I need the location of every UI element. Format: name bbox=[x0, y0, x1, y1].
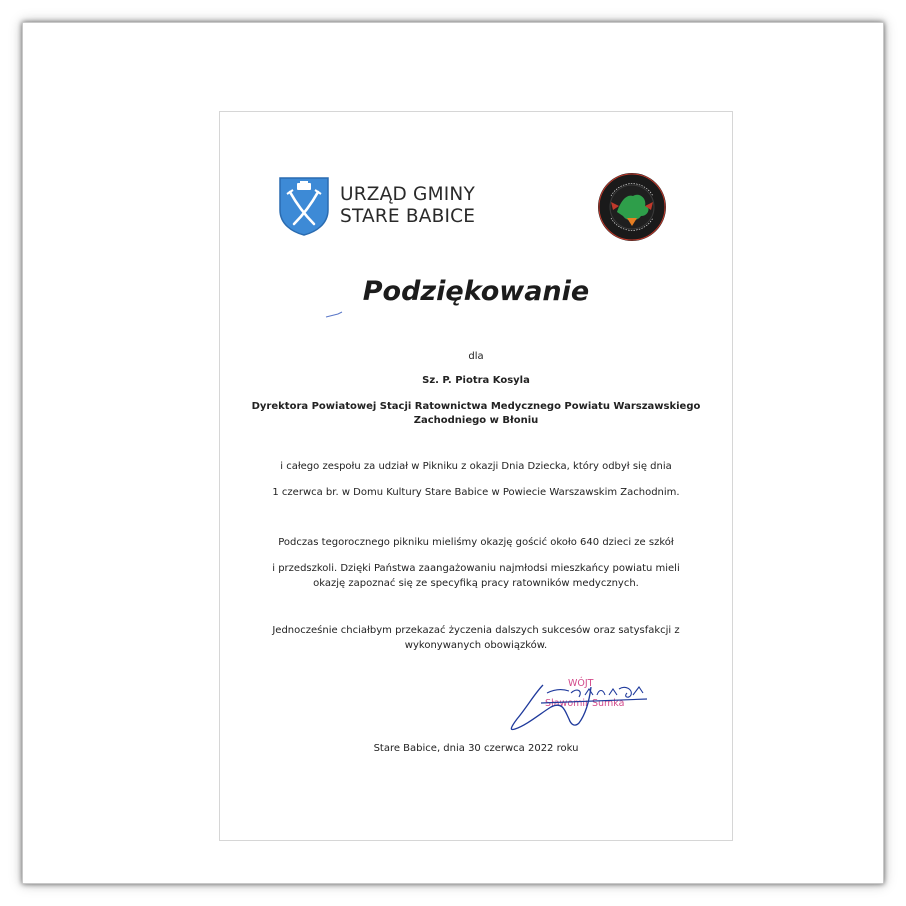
recipient-position-line2: Zachodniego w Błoniu bbox=[413, 415, 539, 426]
stamp-name: Sławomir Sumka bbox=[545, 698, 625, 709]
certificate-document bbox=[219, 111, 733, 841]
coat-of-arms-icon bbox=[278, 176, 330, 236]
recipient-position-line1: Dyrektora Powiatowej Stacji Ratownictwa Medycznego Powiatu Warszawskiego bbox=[251, 401, 701, 412]
paragraph3-line2: wykonywanych obowiązków. bbox=[404, 640, 548, 651]
paragraph1-line2: 1 czerwca br. w Domu Kultury Stare Babice w Powiecie Warszawskim Zachodnim. bbox=[272, 487, 680, 498]
municipality-name-line2: STARE BABICE bbox=[340, 206, 476, 227]
recipient-name: Sz. P. Piotra Kosyla bbox=[422, 375, 530, 386]
picture-frame bbox=[22, 22, 884, 884]
pen-mark-icon bbox=[324, 308, 360, 320]
paragraph3-line1: Jednocześnie chciałbym przekazać życzenia dalszych sukcesów oraz satysfakcji z bbox=[272, 625, 680, 636]
municipality-logo bbox=[278, 176, 476, 236]
for-label: dla bbox=[468, 351, 484, 362]
date-and-place: Stare Babice, dnia 30 czerwca 2022 roku bbox=[373, 743, 579, 754]
municipality-name-line1: URZĄD GMINY bbox=[340, 184, 475, 205]
paragraph2-line1: Podczas tegorocznego pikniku mieliśmy okazję gościć około 640 dzieci ze szkół bbox=[278, 537, 674, 548]
stamp-title: WÓJT bbox=[568, 678, 594, 689]
paragraph1-line1: i całego zespołu za udział w Pikniku z okazji Dnia Dziecka, który odbył się dnia bbox=[280, 461, 672, 472]
paragraph2-line2: i przedszkoli. Dzięki Państwa zaangażowaniu najmłodsi mieszkańcy powiatu mieli bbox=[272, 563, 680, 574]
handwritten-signature bbox=[505, 667, 655, 737]
paragraph2-line3: okazję zapoznać się ze specyfiką pracy ratowników medycznych. bbox=[313, 578, 639, 589]
certificate-title: Podziękowanie bbox=[362, 276, 590, 307]
fire-brigade-emblem-icon bbox=[597, 172, 667, 242]
